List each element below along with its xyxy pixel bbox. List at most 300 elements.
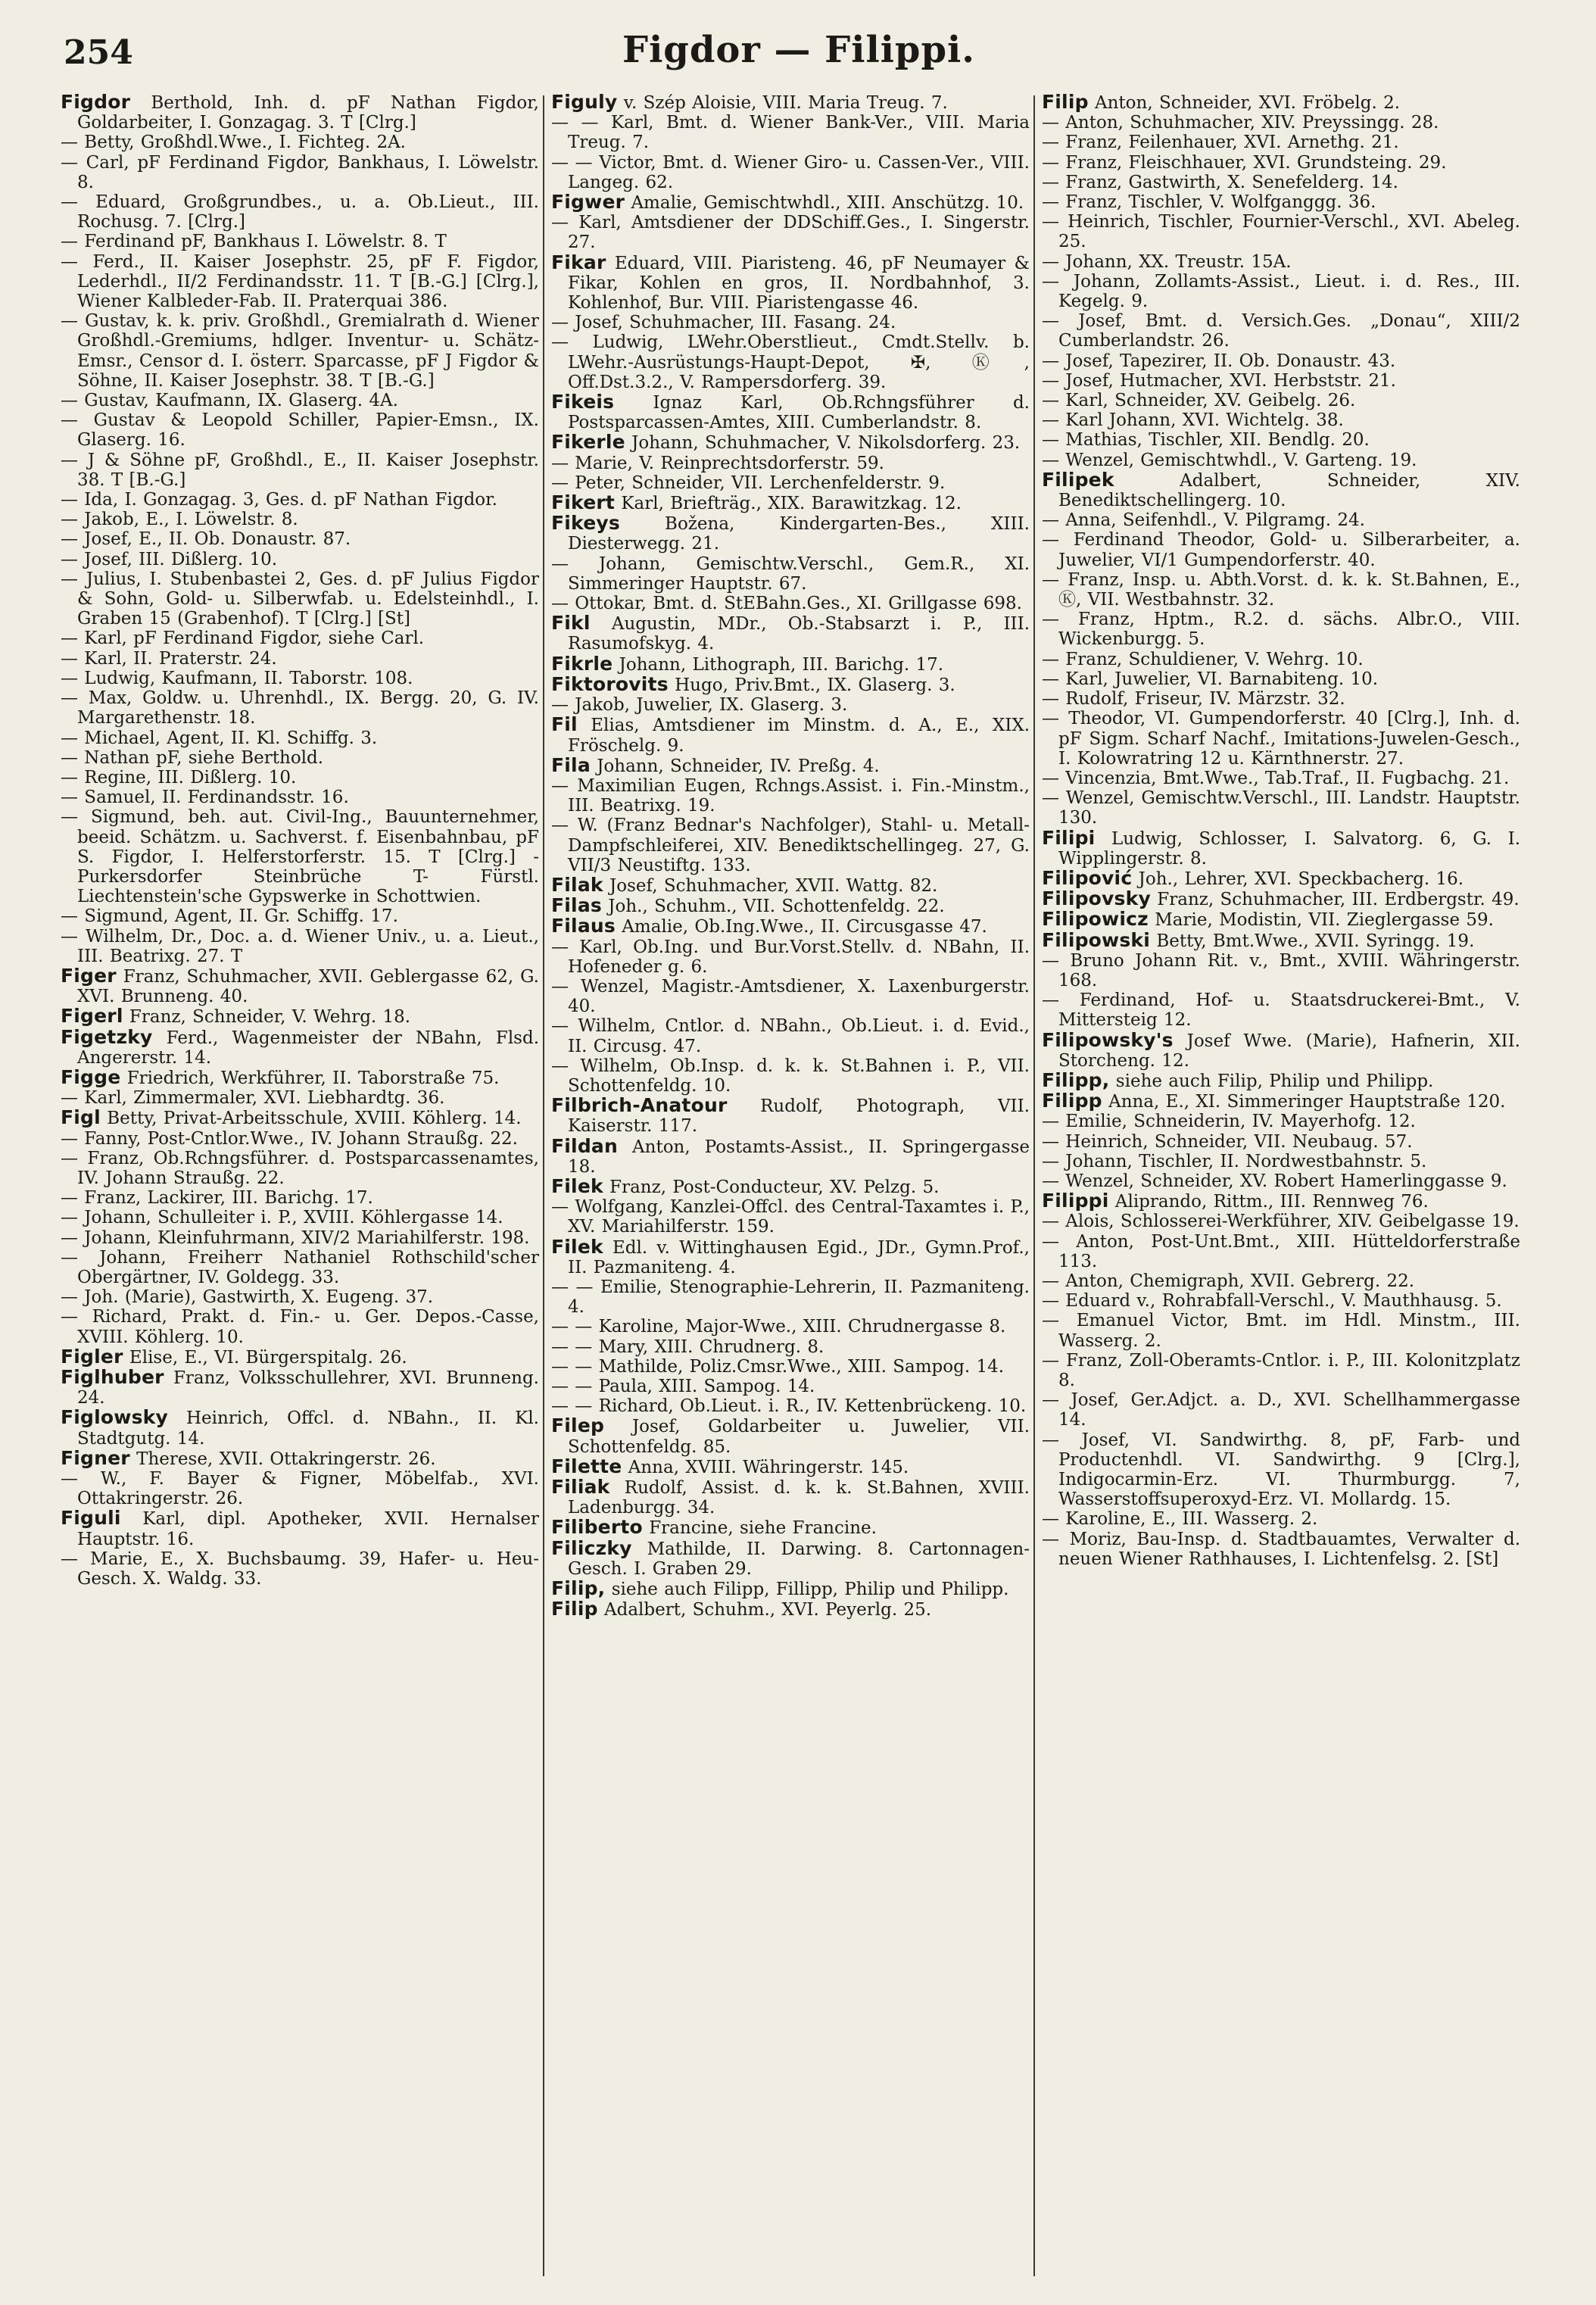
directory-entry xyxy=(1042,1171,1520,1191)
entry-text: — Franz, Tischler, V. Wolfganggg. 36. xyxy=(1042,192,1376,213)
entry-text: Adalbert, Schneider, XIV. Benediktschellingerg. 10. xyxy=(1058,470,1520,511)
directory-entry xyxy=(1042,311,1520,351)
entry-text: — Wilhelm, Cntlor. d. NBahn., Ob.Lieut. i. d. Evid., II. Circusg. 47. xyxy=(551,1016,1030,1056)
directory-entry xyxy=(551,1056,1030,1096)
entry-text: — Josef, III. Dißlerg. 10. xyxy=(61,549,278,569)
directory-entry xyxy=(1042,689,1520,709)
entry-text: — Ludwig, LWehr.Oberstlieut., Cmdt.Stellv. b. LWehr.-Ausrüstungs-Haupt-Depot, ✠, Ⓚ, Off.Dst.3.2., V. Rampersdorferg. 39. xyxy=(551,332,1030,392)
entry-text: Adalbert, Schuhm., XVI. Peyerlg. 25. xyxy=(604,1600,932,1620)
directory-entry xyxy=(1042,133,1520,152)
directory-entry xyxy=(1042,410,1520,430)
entry-text: — Karl, Zimmermaler, XVI. Liebhardtg. 36. xyxy=(61,1088,445,1109)
directory-entry xyxy=(1042,1430,1520,1510)
directory-entry xyxy=(551,896,1030,916)
directory-entry xyxy=(551,695,1030,715)
directory-entry xyxy=(551,672,1030,695)
entry-surname: Fil xyxy=(551,713,578,736)
directory-entry xyxy=(61,1469,539,1508)
entry-text: — Franz, Lackirer, III. Barichg. 17. xyxy=(61,1188,373,1209)
directory-entry xyxy=(1042,173,1520,192)
entry-text: — Sigmund, Agent, II. Gr. Schiffg. 17. xyxy=(61,906,398,927)
entry-text: — J & Söhne pF, Großhdl., E., II. Kaiser Josephstr. 38. T [B.-G.] xyxy=(61,450,539,490)
entry-text: — Wenzel, Magistr.-Amtsdiener, X. Laxenburgerstr. 40. xyxy=(551,976,1030,1017)
directory-entry xyxy=(1042,769,1520,788)
entry-text: — Johann, Gemischtw.Verschl., Gem.R., XI. Simmeringer Hauptstr. 67. xyxy=(551,554,1030,594)
entry-text: — Ferd., II. Kaiser Josephstr. 25, pF F. Figdor, Lederhdl., II/2 Ferdinandsstr. 11. T [B.-G.] [Clrg.], Wiener Kalbleder-Fab. II. Praterquai 386. xyxy=(61,251,539,312)
directory-entry xyxy=(551,332,1030,392)
entry-text: — Johann, Tischler, II. Nordwestbahnstr. 5. xyxy=(1042,1151,1427,1171)
entry-text: Berthold, Inh. d. pF Nathan Figdor, Goldarbeiter, I. Gonzagag. 3. T [Clrg.] xyxy=(77,93,539,133)
directory-entry xyxy=(551,473,1030,493)
entry-text: — Eduard, Großgrundbes., u. a. Ob.Lieut., III. Rochusg. 7. [Clrg.] xyxy=(61,192,539,232)
entry-text: — Mathias, Tischler, XII. Bendlg. 20. xyxy=(1042,430,1370,451)
entry-text: siehe auch Filip, Philip und Philipp. xyxy=(1115,1071,1434,1091)
directory-entry xyxy=(1042,1271,1520,1291)
entry-text: Franz, Post-Conducteur, XV. Pelzg. 5. xyxy=(609,1177,940,1197)
directory-entry xyxy=(1042,1152,1520,1171)
directory-entry xyxy=(1042,1191,1520,1212)
directory-entry xyxy=(1042,92,1520,113)
entry-text: — Johann, Kleinfuhrmann, XIV/2 Mariahilferstr. 198. xyxy=(61,1227,530,1248)
entry-text: — Ferdinand Theodor, Gold- u. Silberarbeiter, a. Juwelier, VI/1 Gumpendorferstr. 40. xyxy=(1042,530,1520,570)
entry-text: — Betty, Großhdl.Wwe., I. Fichteg. 2A. xyxy=(61,133,406,153)
entry-surname: Filipi xyxy=(1042,826,1096,849)
directory-entry xyxy=(61,1006,539,1027)
entry-text: — Joh. (Marie), Gastwirth, X. Eugeng. 37. xyxy=(61,1287,434,1308)
entry-text: — Heinrich, Schneider, VII. Neubaug. 57. xyxy=(1042,1131,1413,1152)
entry-text: — Josef, Ger.Adjct. a. D., XVI. Schellhammergasse 14. xyxy=(1042,1390,1520,1430)
entry-text: Elias, Amtsdiener im Minstm. d. A., E., XIX. Fröschelg. 9. xyxy=(568,716,1030,756)
entry-surname: Filipp, xyxy=(1042,1068,1110,1091)
entry-text: — Emanuel Victor, Bmt. im Hdl. Minstm., III. Wasserg. 2. xyxy=(1042,1311,1520,1351)
directory-entry xyxy=(551,1477,1030,1517)
entry-surname: Fikl xyxy=(551,612,591,635)
entry-text: — Fanny, Post-Cntlor.Wwe., IV. Johann Straußg. 22. xyxy=(61,1128,518,1149)
directory-entry xyxy=(1042,866,1520,889)
directory-entry xyxy=(551,776,1030,816)
entry-surname: Filek xyxy=(551,1174,603,1197)
directory-entry xyxy=(1042,153,1520,173)
directory-entry xyxy=(61,1149,539,1188)
directory-entry xyxy=(61,1549,539,1589)
entry-text: Karl, Briefträg., XIX. Barawitzkag. 12. xyxy=(621,494,962,514)
entry-text: — Karl, Schneider, XV. Geibelg. 26. xyxy=(1042,391,1356,411)
column-divider xyxy=(1033,95,1035,2276)
entry-surname: Filas xyxy=(551,894,602,917)
directory-entry xyxy=(1042,212,1520,251)
entry-text: Elise, E., VI. Bürgerspitalg. 26. xyxy=(129,1347,407,1368)
directory-entry xyxy=(551,554,1030,594)
directory-entry xyxy=(61,311,539,391)
directory-entry xyxy=(1042,252,1520,272)
entry-text: Hugo, Priv.Bmt., IX. Glaserg. 3. xyxy=(675,675,955,695)
entry-text: — — Richard, Ob.Lieut. i. R., IV. Kettenbrückeng. 10. xyxy=(551,1396,1027,1417)
directory-entry xyxy=(551,916,1030,937)
directory-entry xyxy=(61,1248,539,1287)
directory-entry xyxy=(1042,990,1520,1030)
directory-entry xyxy=(1042,430,1520,450)
entry-text: — Wenzel, Gemischtw.Verschl., III. Landstr. Hauptstr. 130. xyxy=(1042,788,1520,828)
directory-entry xyxy=(551,313,1030,332)
entry-surname: Filbrich-Anatour xyxy=(551,1094,728,1117)
entry-surname: Filipp xyxy=(1042,1090,1102,1112)
entry-text: — Rudolf, Friseur, IV. Märzstr. 32. xyxy=(1042,689,1345,710)
directory-entry xyxy=(61,649,539,669)
directory-entry xyxy=(61,906,539,926)
entry-text: Anton, Schneider, XVI. Fröbelg. 2. xyxy=(1095,93,1401,113)
entry-text: Anton, Postamts-Assist., II. Springergasse 18. xyxy=(568,1137,1030,1177)
entry-text: — Wolfgang, Kanzlei-Offcl. des Central-Taxamtes i. P., XV. Mariahilferstr. 159. xyxy=(551,1197,1030,1237)
entry-text: — Wenzel, Gemischtwhdl., V. Garteng. 19. xyxy=(1042,450,1417,470)
directory-entry xyxy=(61,490,539,510)
entry-surname: Filette xyxy=(551,1455,622,1477)
entry-text: Betty, Bmt.Wwe., XVII. Syringg. 19. xyxy=(1156,931,1475,951)
directory-entry xyxy=(1042,1351,1520,1390)
entry-text: — Max, Goldw. u. Uhrenhdl., IX. Bergg. 20, G. IV. Margarethenstr. 18. xyxy=(61,688,539,728)
entry-text: — Wilhelm, Ob.Insp. d. k. k. St.Bahnen i. P., VII. Schottenfeldg. 10. xyxy=(551,1056,1030,1096)
directory-entry xyxy=(1042,470,1520,510)
entry-text: — — Karoline, Major-Wwe., XIII. Chrudnergasse 8. xyxy=(551,1317,1006,1337)
columns xyxy=(61,92,1537,2288)
directory-entry xyxy=(61,1025,539,1068)
entry-text: Rudolf, Assist. d. k. k. St.Bahnen, XVIII. Ladenburgg. 34. xyxy=(568,1478,1030,1518)
entry-text: — Alois, Schlosserei-Werkführer, XIV. Geibelgasse 19. xyxy=(1042,1212,1520,1232)
entry-text: — Jakob, E., I. Löwelstr. 8. xyxy=(61,510,298,530)
directory-entry xyxy=(61,1188,539,1208)
entry-text: Eduard, VIII. Piaristeng. 46, pF Neumayer & Fikar, Kohlen en gros, II. Nordbahnhof, 3. Kohlenhof, Bur. VIII. Piaristengasse 46. xyxy=(568,253,1030,313)
directory-entry xyxy=(1042,1311,1520,1350)
entry-text: — — Emilie, Stenographie-Lehrerin, II. Pazmaniteng. 4. xyxy=(551,1277,1030,1318)
entry-text: — Bruno Johann Rit. v., Bmt., XVIII. Währingerstr. 168. xyxy=(1042,950,1520,990)
entry-text: — Franz, Gastwirth, X. Senefelderg. 14. xyxy=(1042,172,1398,192)
directory-entry xyxy=(61,550,539,569)
directory-entry xyxy=(61,510,539,529)
entry-text: — Marie, V. Reinprechtsdorferstr. 59. xyxy=(551,453,884,473)
entry-text: — Sigmund, beh. aut. Civil-Ing., Bauunternehmer, beeid. Schätzm. u. Sachverst. f. Eisenbahnbau, pF S. Figdor, I. Helferstorferstr. 15. T [Clrg.] -Purkersdorfer Steinbrüche T- Fürstl. Liechtenstein'sche Gypswerke in Schottwien. xyxy=(61,807,539,907)
entry-text: — Johann, Zollamts-Assist., Lieut. i. d. Res., III. Kegelg. 9. xyxy=(1042,271,1520,312)
directory-entry xyxy=(1042,113,1520,133)
directory-entry xyxy=(1042,909,1520,930)
entry-text: — Anton, Schuhmacher, XIV. Preyssingg. 28. xyxy=(1042,113,1439,133)
directory-entry xyxy=(1042,709,1520,769)
entry-text: Johann, Lithograph, III. Barichg. 17. xyxy=(619,654,944,675)
directory-entry xyxy=(1042,1212,1520,1231)
directory-entry xyxy=(1042,1132,1520,1152)
directory-entry xyxy=(61,391,539,410)
directory-entry xyxy=(551,594,1030,613)
directory-entry xyxy=(551,192,1030,213)
entry-text: Ferd., Wagenmeister der NBahn, Flsd. Angererstr. 14. xyxy=(77,1028,539,1068)
column-2 xyxy=(551,92,1030,2288)
entry-text: — Nathan pF, siehe Berthold. xyxy=(61,747,324,768)
entry-text: — Vincenzia, Bmt.Wwe., Tab.Traf., II. Fugbachg. 21. xyxy=(1042,768,1510,788)
entry-text: — Gustav, k. k. priv. Großhdl., Gremialrath d. Wiener Großhdl.-Gremiums, hdlger. Inventur- u. Schätz-Emsr., Censor d. I. österr. Sparcasse, pF J Figdor & Söhne, II. Kaiser Josephstr. 38. T [B.-G.] xyxy=(61,311,539,391)
entry-text: — Ida, I. Gonzagag. 3, Ges. d. pF Nathan Figdor. xyxy=(61,490,497,510)
directory-entry xyxy=(551,1599,1030,1620)
directory-entry xyxy=(551,513,1030,554)
entry-surname: Filip xyxy=(1042,92,1089,113)
directory-entry xyxy=(1042,530,1520,569)
directory-entry xyxy=(61,410,539,450)
entry-text: Therese, XVII. Ottakringerstr. 26. xyxy=(136,1449,436,1469)
entry-text: Betty, Privat-Arbeitsschule, XVIII. Köhlerg. 14. xyxy=(107,1109,522,1129)
entry-text: Anna, XVIII. Währingerstr. 145. xyxy=(628,1457,909,1477)
entry-text: Heinrich, Offcl. d. NBahn., II. Kl. Stadtgutg. 14. xyxy=(77,1408,539,1449)
entry-surname: Fikar xyxy=(551,251,606,273)
directory-entry xyxy=(551,493,1030,513)
entry-text: — Emilie, Schneiderin, IV. Mayerhofg. 12. xyxy=(1042,1112,1416,1132)
entry-text: — Karl Johann, XVI. Wichtelg. 38. xyxy=(1042,410,1344,431)
entry-text: — Anton, Post-Unt.Bmt., XIII. Hütteldorferstraße 113. xyxy=(1042,1231,1520,1271)
directory-entry xyxy=(1042,788,1520,828)
directory-entry xyxy=(1042,951,1520,990)
directory-entry xyxy=(551,1357,1030,1377)
entry-text: — Richard, Prakt. d. Fin.- u. Ger. Depos.-Casse, XVIII. Köhlerg. 10. xyxy=(61,1307,539,1347)
page-header xyxy=(61,29,1537,74)
entry-text: Francine, siehe Francine. xyxy=(649,1518,877,1539)
entry-text: — Franz, Schuldiener, V. Wehrg. 10. xyxy=(1042,649,1364,669)
directory-entry xyxy=(1042,1091,1520,1112)
entry-text: Joh., Lehrer, XVI. Speckbacherg. 16. xyxy=(1138,869,1464,889)
entry-surname: Filipowicz xyxy=(1042,908,1149,931)
entry-surname: Filiak xyxy=(551,1476,610,1499)
entry-text: Friedrich, Werkführer, II. Taborstraße 75. xyxy=(126,1068,500,1088)
directory-entry xyxy=(61,192,539,232)
directory-entry xyxy=(61,1307,539,1346)
entry-text: — — Karl, Bmt. d. Wiener Bank-Ver., VIII. Maria Treug. 7. xyxy=(551,113,1030,153)
entry-text: Joh., Schuhm., VII. Schottenfeldg. 22. xyxy=(608,897,945,917)
entry-surname: Figge xyxy=(61,1065,121,1088)
entry-text: — Jakob, Juwelier, IX. Glaserg. 3. xyxy=(551,695,848,716)
entry-text: — Heinrich, Tischler, Fournier-Verschl., XVI. Abeleg. 25. xyxy=(1042,212,1520,252)
entry-text: — Anton, Chemigraph, XVII. Gebrerg. 22. xyxy=(1042,1271,1415,1291)
entry-text: — Josef, Hutmacher, XVI. Herbststr. 21. xyxy=(1042,370,1396,391)
directory-entry xyxy=(551,875,1030,896)
directory-entry xyxy=(551,92,1030,113)
directory-entry xyxy=(551,1517,1030,1538)
entry-text: — W. (Franz Bednar's Nachfolger), Stahl- u. Metall-Dampfschleiferei, XIV. Benediktschellingeg. 27, G. VII/3 Neustiftg. 133. xyxy=(551,816,1030,875)
entry-text: — Theodor, VI. Gumpendorferstr. 40 [Clrg.], Inh. d. pF Sigm. Scharf Nachf., Imitations-Juwelen-Gesch., I. Kolowratring 12 u. Kärnthnerstr. 27. xyxy=(1042,709,1520,769)
directory-entry xyxy=(551,1277,1030,1317)
entry-text: — — Victor, Bmt. d. Wiener Giro- u. Cassen-Ver., VIII. Langeg. 62. xyxy=(551,152,1030,192)
directory-entry xyxy=(1042,1232,1520,1271)
entry-text: — Karl, Amtsdiener der DDSchiff.Ges., I. Singerstr. 27. xyxy=(551,213,1030,253)
entry-text: Božena, Kindergarten-Bes., XIII. Diesterwegg. 21. xyxy=(568,514,1030,554)
directory-entry xyxy=(551,1134,1030,1177)
entry-surname: Figner xyxy=(61,1446,130,1469)
entry-text: — — Mary, XIII. Chrudnerg. 8. xyxy=(551,1337,824,1357)
entry-text: Edl. v. Wittinghausen Egid., JDr., Gymn.Prof., II. Pazmaniteng. 4. xyxy=(568,1237,1030,1277)
entry-surname: Filiczky xyxy=(551,1536,632,1559)
entry-surname: Filipovsky xyxy=(1042,887,1151,910)
directory-entry xyxy=(61,252,539,312)
entry-text: Josef, Goldarbeiter u. Juwelier, VII. Schottenfeldg. 85. xyxy=(568,1417,1030,1457)
directory-entry xyxy=(551,1174,1030,1197)
directory-entry xyxy=(61,807,539,906)
entry-text: Franz, Schuhmacher, XVII. Geblergasse 62, G. XVI. Brunneng. 40. xyxy=(77,966,539,1007)
entry-text: — Franz, Fleischhauer, XVI. Grundsteing. 29. xyxy=(1042,152,1447,173)
directory-entry xyxy=(551,937,1030,977)
directory-entry xyxy=(551,1377,1030,1396)
directory-entry xyxy=(1042,669,1520,689)
directory-entry xyxy=(61,768,539,788)
entry-text: — Franz, Ob.Rchngsführer. d. Postsparcassenamtes, IV. Johann Straußg. 22. xyxy=(61,1148,539,1188)
entry-text: Amalie, Ob.Ing.Wwe., II. Circusgasse 47. xyxy=(622,917,987,937)
directory-entry xyxy=(551,432,1030,453)
directory-entry xyxy=(61,133,539,152)
directory-entry xyxy=(551,113,1030,152)
entry-text: Anna, E., XI. Simmeringer Hauptstraße 120. xyxy=(1108,1092,1506,1112)
entry-text: — Johann, XX. Treustr. 15A. xyxy=(1042,251,1292,272)
entry-text: — W., F. Bayer & Figner, Möbelfab., XVI. Ottakringerstr. 26. xyxy=(61,1469,539,1509)
entry-text: — Michael, Agent, II. Kl. Schiffg. 3. xyxy=(61,728,378,748)
directory-entry xyxy=(61,529,539,549)
entry-surname: Fikrle xyxy=(551,652,613,675)
entry-surname: Filipek xyxy=(1042,468,1114,491)
directory-entry xyxy=(61,688,539,728)
entry-text: — Karl, pF Ferdinand Figdor, siehe Carl. xyxy=(61,628,425,649)
directory-entry xyxy=(1042,928,1520,951)
entry-text: — Samuel, II. Ferdinandsstr. 16. xyxy=(61,788,349,808)
entry-surname: Figlhuber xyxy=(61,1366,164,1388)
directory-entry xyxy=(1042,570,1520,610)
directory-entry xyxy=(61,1228,539,1248)
directory-entry xyxy=(61,1129,539,1149)
directory-entry xyxy=(551,1016,1030,1056)
entry-text: — Carl, pF Ferdinand Figdor, Bankhaus, I. Löwelstr. 8. xyxy=(61,152,539,192)
entry-text: — Ferdinand pF, Bankhaus I. Löwelstr. 8. T xyxy=(61,232,447,252)
entry-text: — Ludwig, Kaufmann, II. Taborstr. 108. xyxy=(61,668,413,688)
directory-entry xyxy=(61,728,539,748)
entry-text: — Johann, Schulleiter i. P., XVIII. Köhlergasse 14. xyxy=(61,1208,503,1228)
directory-entry xyxy=(61,1065,539,1088)
entry-text: — Karoline, E., III. Wasserg. 2. xyxy=(1042,1509,1318,1530)
directory-entry xyxy=(551,613,1030,653)
directory-entry xyxy=(551,816,1030,875)
entry-text: — Gustav & Leopold Schiller, Papier-Emsn., IX. Glaserg. 16. xyxy=(61,410,539,451)
directory-entry xyxy=(61,1347,539,1368)
directory-entry xyxy=(1042,272,1520,311)
directory-entry xyxy=(551,454,1030,473)
entry-surname: Fikerle xyxy=(551,431,625,454)
directory-entry xyxy=(61,748,539,768)
entry-text: Marie, Modistin, VII. Zieglergasse 59. xyxy=(1155,910,1494,931)
entry-text: — Marie, E., X. Buchsbaumg. 39, Hafer- u. Heu-Gesch. X. Waldg. 33. xyxy=(61,1549,539,1589)
entry-surname: Fikert xyxy=(551,491,616,514)
directory-entry xyxy=(61,966,539,1006)
directory-entry xyxy=(551,1237,1030,1277)
directory-entry xyxy=(61,628,539,648)
entry-text: Franz, Schuhmacher, III. Erdbergstr. 49. xyxy=(1157,890,1520,910)
entry-surname: Figdor xyxy=(61,92,131,113)
entry-surname: Fikeys xyxy=(551,512,620,535)
entry-text: — Regine, III. Dißlerg. 10. xyxy=(61,767,297,788)
entry-text: — Peter, Schneider, VII. Lerchenfelderstr. 9. xyxy=(551,473,946,493)
entry-text: Ignaz Karl, Ob.Rchngsführer d. Postsparcassen-Amtes, XIII. Cumberlandstr. 8. xyxy=(568,393,1030,433)
entry-text: — Karl, II. Praterstr. 24. xyxy=(61,648,277,669)
entry-surname: Figerl xyxy=(61,1005,123,1028)
entry-text: Franz, Volksschullehrer, XVI. Brunneng. 24. xyxy=(77,1368,539,1408)
entry-surname: Fila xyxy=(551,753,591,776)
entry-text: — Josef, Bmt. d. Versich.Ges. „Donau“, XIII/2 Cumberlandstr. 26. xyxy=(1042,311,1520,351)
directory-entry xyxy=(61,1368,539,1408)
entry-text: — Josef, Schuhmacher, III. Fasang. 24. xyxy=(551,313,896,333)
entry-surname: Filippi xyxy=(1042,1190,1109,1212)
entry-text: — Wenzel, Schneider, XV. Robert Hamerlinggasse 9. xyxy=(1042,1171,1507,1191)
entry-text: — Franz, Insp. u. Abth.Vorst. d. k. k. St.Bahnen, E., Ⓚ, VII. Westbahnstr. 32. xyxy=(1042,569,1520,610)
entry-text: Mathilde, II. Darwing. 8. Cartonnagen-Gesch. I. Graben 29. xyxy=(568,1539,1030,1579)
directory-entry xyxy=(1042,351,1520,371)
entry-text: siehe auch Filipp, Fillipp, Philip und Philipp. xyxy=(611,1580,1009,1600)
entry-surname: Figuli xyxy=(61,1507,121,1530)
directory-entry xyxy=(1042,192,1520,212)
directory-entry xyxy=(551,715,1030,755)
entry-surname: Figlowsky xyxy=(61,1406,168,1429)
directory-entry xyxy=(551,1416,1030,1456)
directory-entry xyxy=(61,569,539,629)
entry-surname: Filipowski xyxy=(1042,928,1151,951)
entry-text: — Eduard v., Rohrabfall-Verschl., V. Mauthhausg. 5. xyxy=(1042,1291,1502,1312)
directory-entry xyxy=(61,1208,539,1227)
entry-surname: Fikeis xyxy=(551,391,615,413)
directory-entry xyxy=(551,654,1030,675)
entry-text: — Moriz, Bau-Insp. d. Stadtbauamtes, Verwalter d. neuen Wiener Rathhauses, I. Lichtenfelsg. 2. [St] xyxy=(1042,1529,1520,1569)
entry-text: — Franz, Zoll-Oberamts-Cntlor. i. P., III. Kolonitzplatz 8. xyxy=(1042,1350,1520,1390)
entry-text: — Karl, Ob.Ing. und Bur.Vorst.Stellv. d. NBahn, II. Hofeneder g. 6. xyxy=(551,937,1030,977)
directory-entry xyxy=(1042,1068,1520,1091)
entry-surname: Filipowsky's xyxy=(1042,1028,1174,1051)
directory-entry xyxy=(551,1096,1030,1136)
entry-text: — — Mathilde, Poliz.Cmsr.Wwe., XIII. Sampog. 14. xyxy=(551,1356,1005,1377)
entry-text: Karl, dipl. Apotheker, XVII. Hernalser Hauptstr. 16. xyxy=(77,1509,539,1549)
entry-text: v. Szép Aloisie, VIII. Maria Treug. 7. xyxy=(623,93,948,113)
entry-surname: Fiktorovits xyxy=(551,672,669,695)
entry-text: — Wilhelm, Dr., Doc. a. d. Wiener Univ., u. a. Lieut., III. Beatrixg. 27. T xyxy=(61,926,539,966)
directory-entry xyxy=(61,451,539,490)
entry-text: Josef, Schuhmacher, XVII. Wattg. 82. xyxy=(609,875,938,896)
entry-text: Josef Wwe. (Marie), Hafnerin, XII. Storcheng. 12. xyxy=(1058,1031,1520,1071)
entry-text: — Julius, I. Stubenbastei 2, Ges. d. pF Julius Figdor & Sohn, Gold- u. Silberwfab. u. Edelsteinhdl., I. Graben 15 (Grabenhof). T [Clrg.] [St] xyxy=(61,569,539,629)
directory-entry xyxy=(1042,889,1520,909)
entry-text: — Anna, Seifenhdl., V. Pilgramg. 24. xyxy=(1042,510,1365,531)
entry-text: Johann, Schneider, IV. Preßg. 4. xyxy=(597,756,880,776)
column-divider xyxy=(543,95,544,2276)
entry-text: — Franz, Feilenhauer, XVI. Arnethg. 21. xyxy=(1042,133,1399,153)
entry-text: Amalie, Gemischtwhdl., XIII. Anschützg. 10. xyxy=(631,193,1024,214)
entry-text: — Johann, Freiherr Nathaniel Rothschild'scher Obergärtner, IV. Goldegg. 33. xyxy=(61,1247,539,1287)
directory-entry xyxy=(551,213,1030,252)
entry-surname: Filak xyxy=(551,873,603,896)
entry-surname: Figer xyxy=(61,964,117,987)
entry-text: — Josef, VI. Sandwirthg. 8, pF, Farb- und Productenhdl. VI. Sandwirthg. 9 [Clrg.], Indigocarmin-Erz. VI. Thurmburgg. 7, Wasserstoffsuperoxyd-Erz. VI. Mollardg. 15. xyxy=(1042,1430,1520,1510)
entry-text: — — Paula, XIII. Sampog. 14. xyxy=(551,1377,815,1396)
entry-surname: Filip, xyxy=(551,1577,606,1600)
directory-entry xyxy=(1042,1028,1520,1071)
page-title: Figdor — Filippi. xyxy=(622,29,975,71)
entry-text: Rudolf, Photograph, VII. Kaiserstr. 117. xyxy=(568,1096,1030,1137)
directory-entry xyxy=(1042,371,1520,391)
entry-text: Augustin, MDr., Ob.-Stabsarzt i. P., III. Rasumofskyg. 4. xyxy=(568,614,1030,654)
directory-entry xyxy=(61,1408,539,1448)
directory-entry xyxy=(551,1536,1030,1579)
entry-text: — Josef, E., II. Ob. Donaustr. 87. xyxy=(61,529,351,550)
directory-entry xyxy=(551,153,1030,192)
directory-entry xyxy=(551,253,1030,313)
directory-entry xyxy=(1042,610,1520,649)
entry-text: — Gustav, Kaufmann, IX. Glaserg. 4A. xyxy=(61,391,398,411)
directory-entry xyxy=(1042,1530,1520,1569)
directory-entry xyxy=(61,788,539,807)
